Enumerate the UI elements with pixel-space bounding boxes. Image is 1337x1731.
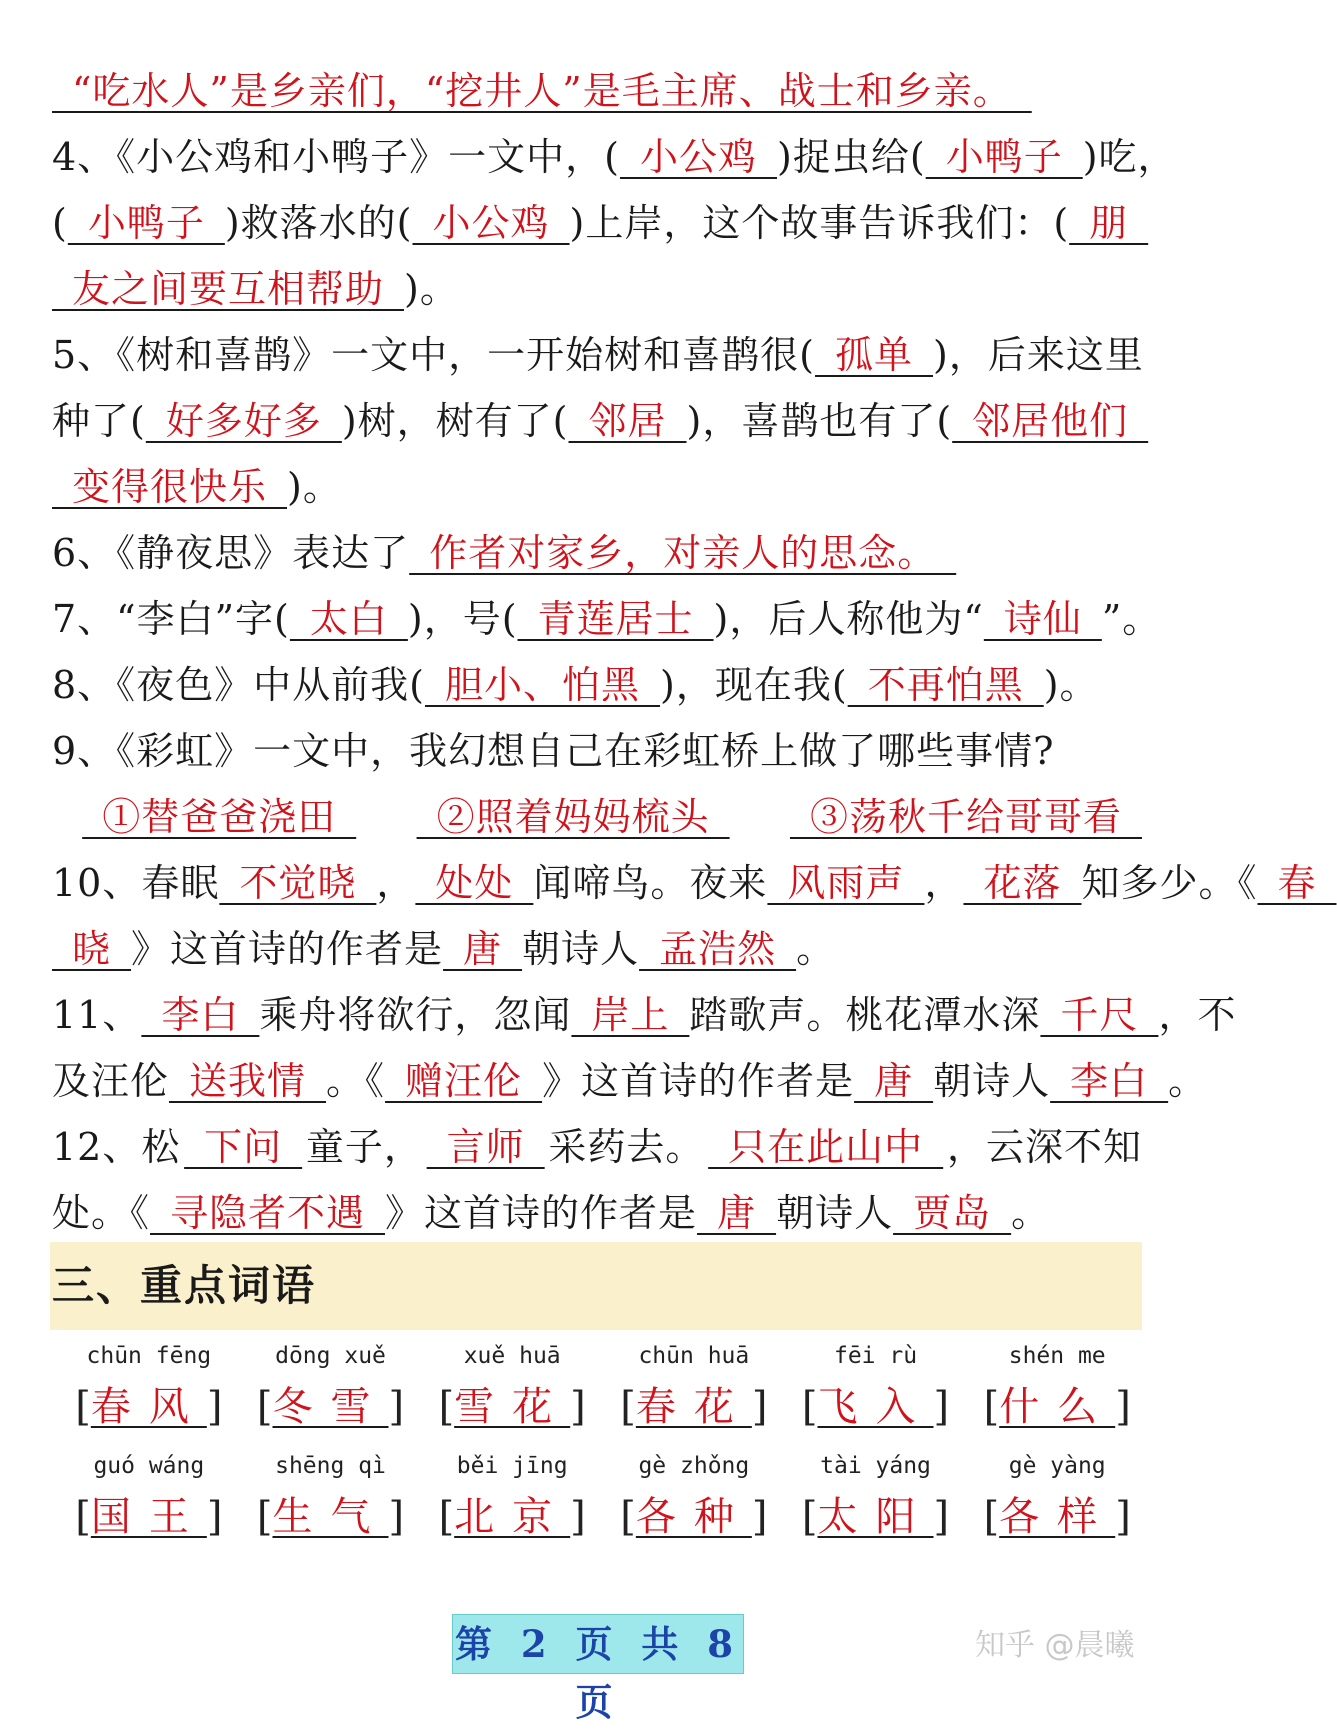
question-text: 11、: [52, 993, 142, 1037]
left-bracket: [: [256, 1384, 273, 1430]
question-text: ，云深不知: [946, 1125, 1142, 1169]
answer: 赠汪伦: [385, 1059, 543, 1103]
section-title: 三、重点词语: [50, 1242, 1142, 1330]
answer: 小鸭子: [67, 201, 225, 245]
vocab-row: [58, 1445, 1148, 1555]
pinyin: fēi rù: [833, 1343, 918, 1369]
line-7: [52, 520, 1142, 586]
line-16: [52, 1114, 1142, 1180]
answer: 送我情: [169, 1059, 327, 1103]
answer: ②照着妈妈梳头: [416, 795, 730, 839]
answer: 言师: [426, 1125, 545, 1169]
answer: 青莲居士: [517, 597, 714, 641]
left-bracket: [: [75, 1494, 91, 1540]
answer: ③荡秋千给哥哥看: [789, 795, 1142, 839]
right-bracket: ]: [751, 1494, 768, 1540]
word-text: 太阳: [817, 1494, 934, 1540]
vocab-word: [58, 1377, 240, 1437]
answer: 不觉晓: [219, 861, 377, 905]
question-text: ”。: [1101, 597, 1162, 641]
question-text: )吃，: [1082, 135, 1177, 179]
pinyin: tài yáng: [820, 1453, 931, 1479]
question-text: )。: [1043, 663, 1099, 707]
pinyin: chūn fēng: [86, 1343, 212, 1369]
question-text: )。: [287, 465, 342, 509]
vocab-cell: [966, 1445, 1148, 1555]
line-13: [52, 916, 1142, 982]
line-1: [52, 124, 1177, 190]
pinyin: chūn huā: [638, 1343, 750, 1369]
question-text: 童子，: [305, 1125, 423, 1169]
question-text: 朝诗人: [776, 1191, 894, 1235]
line-10: [52, 718, 1142, 784]
line-11: [52, 784, 1142, 850]
vocab-cell: [421, 1335, 603, 1445]
question-text: 闻啼鸟。夜来: [533, 861, 768, 905]
answer: 邻居: [568, 399, 687, 443]
vocab-word: [603, 1377, 785, 1437]
answer: 唐: [443, 927, 523, 971]
answer: “吃水人”是乡亲们，“挖井人”是毛主席、战士和乡亲。: [52, 69, 1032, 113]
question-text: ，: [376, 861, 416, 905]
line-0: [52, 58, 1142, 124]
vocab-cell: [966, 1335, 1148, 1445]
question-text: 9、《彩虹》一文中，我幻想自己在彩虹桥上做了哪些事情?: [52, 729, 1055, 773]
right-bracket: ]: [570, 1384, 586, 1430]
vocab-cell: [421, 1445, 603, 1555]
word-text: 各样: [999, 1494, 1116, 1540]
pinyin: xuě huā: [463, 1343, 561, 1369]
answer: 小公鸡: [620, 135, 778, 179]
line-9: [52, 652, 1142, 718]
question-text: 》这首诗的作者是: [542, 1059, 855, 1103]
page-number: 第 2 页 共 8 页: [452, 1614, 744, 1674]
answer: 风雨声: [767, 861, 925, 905]
question-text: 踏歌声。桃花潭水深: [689, 993, 1041, 1037]
vocab-word: [785, 1377, 967, 1437]
right-bracket: ]: [1115, 1384, 1131, 1430]
left-bracket: [: [256, 1494, 273, 1540]
vocab-cell: [785, 1445, 967, 1555]
question-text: 4、《小公鸡和小鸭子》一文中，(: [52, 135, 621, 179]
question-text: )。: [404, 267, 459, 311]
question-text: )，号(: [407, 597, 518, 641]
exercise-lines: [52, 124, 1337, 1246]
question-text: 。: [1011, 1191, 1051, 1235]
line-17: [52, 1180, 1142, 1246]
answer: 作者对家乡，对亲人的思念。: [409, 531, 957, 575]
right-bracket: ]: [933, 1494, 950, 1540]
question-text: )，后来这里: [933, 333, 1144, 377]
answer: 下问: [184, 1125, 303, 1169]
answer: 孟浩然: [639, 927, 797, 971]
right-bracket: ]: [388, 1384, 405, 1430]
left-bracket: [: [620, 1384, 636, 1430]
watermark: 知乎 @晨曦: [975, 1628, 1135, 1663]
answer: 太白: [289, 597, 408, 641]
line-3: [52, 256, 1142, 322]
pinyin: dōng xuě: [275, 1343, 386, 1369]
word-text: 国王: [90, 1494, 207, 1540]
question-text: ，不: [1158, 993, 1237, 1037]
answer: 小公鸡: [412, 201, 570, 245]
question-text: 7、“李白”字(: [52, 597, 290, 641]
word-text: 什么: [999, 1384, 1116, 1430]
left-bracket: [: [438, 1494, 455, 1540]
answer: 唐: [697, 1191, 777, 1235]
question-text: ，: [924, 861, 964, 905]
vocab-cell: [240, 1335, 422, 1445]
answer: 只在此山中: [708, 1125, 944, 1169]
answer: 花落: [963, 861, 1082, 905]
question-text: )上岸，这个故事告诉我们：(: [569, 201, 1070, 245]
question-text: )捉虫给(: [777, 135, 926, 179]
vocab-grid: [58, 1335, 1148, 1555]
question-text: )，后人称他为“: [713, 597, 984, 641]
line-6: [52, 454, 1142, 520]
answer: 李白: [141, 993, 260, 1037]
answer: 贾岛: [893, 1191, 1012, 1235]
answer: 唐: [854, 1059, 934, 1103]
question-text: 》这首诗的作者是: [131, 927, 444, 971]
question-text: 乘舟将欲行，忽闻: [259, 993, 572, 1037]
vocab-word: [966, 1487, 1148, 1547]
vocab-row: [58, 1335, 1148, 1445]
answer: 春: [1257, 861, 1337, 905]
answer: 变得很快乐: [52, 465, 288, 509]
answer: 小鸭子: [925, 135, 1083, 179]
question-text: )树，树有了(: [341, 399, 569, 443]
right-bracket: ]: [1115, 1494, 1131, 1540]
pinyin: shén me: [1008, 1343, 1106, 1369]
vocab-cell: [603, 1335, 785, 1445]
vocab-word: [240, 1377, 422, 1437]
answer: 好多好多: [145, 399, 342, 443]
answer: 邻居他们: [952, 399, 1149, 443]
pinyin: gè yàng: [1008, 1453, 1106, 1479]
line-14: [52, 982, 1237, 1048]
question-text: 5、《树和喜鹊》一文中，一开始树和喜鹊很(: [52, 333, 816, 377]
word-text: 生气: [272, 1494, 389, 1540]
question-text: )救落水的(: [224, 201, 413, 245]
pinyin: gè zhǒng: [638, 1453, 750, 1479]
vocab-cell: [240, 1445, 422, 1555]
answer: 孤单: [815, 333, 934, 377]
question-text: (: [52, 201, 68, 245]
answer: 李白: [1050, 1059, 1169, 1103]
question-text: 知多少。《: [1081, 861, 1258, 905]
question-text: 种了(: [52, 399, 146, 443]
right-bracket: ]: [206, 1494, 223, 1540]
question-text: 采药去。: [548, 1125, 705, 1169]
left-bracket: [: [75, 1384, 91, 1430]
exercise-content: [52, 58, 1337, 1246]
answer: 千尺: [1040, 993, 1159, 1037]
vocab-word: [421, 1487, 603, 1547]
line-12: [52, 850, 1337, 916]
left-bracket: [: [438, 1384, 455, 1430]
vocab-word: [58, 1487, 240, 1547]
word-text: 雪花: [454, 1384, 571, 1430]
question-text: 朝诗人: [933, 1059, 1051, 1103]
left-bracket: [: [983, 1384, 1000, 1430]
line-2: [52, 190, 1149, 256]
question-text: 。《: [326, 1059, 386, 1103]
pinyin: běi jīng: [456, 1453, 568, 1479]
right-bracket: ]: [388, 1494, 405, 1540]
answer: 诗仙: [983, 597, 1102, 641]
left-bracket: [: [801, 1494, 818, 1540]
answer: 处处: [415, 861, 534, 905]
vocab-word: [785, 1487, 967, 1547]
question-text: 》这首诗的作者是: [385, 1191, 698, 1235]
word-text: 冬雪: [272, 1384, 389, 1430]
left-bracket: [: [983, 1494, 1000, 1540]
answer: 不再怕黑: [847, 663, 1044, 707]
right-bracket: ]: [933, 1384, 950, 1430]
left-bracket: [: [801, 1384, 818, 1430]
question-text: 6、《静夜思》表达了: [52, 531, 410, 575]
question-text: 12、松: [52, 1125, 181, 1169]
question-text: )，现在我(: [660, 663, 848, 707]
left-bracket: [: [620, 1494, 636, 1540]
question-text: 。: [1168, 1059, 1208, 1103]
answer: 岸上: [571, 993, 690, 1037]
line-5: [52, 388, 1149, 454]
word-text: 北京: [454, 1494, 571, 1540]
vocab-word: [240, 1487, 422, 1547]
line-15: [52, 1048, 1208, 1114]
vocab-cell: [58, 1335, 240, 1445]
answer: 晓: [52, 927, 132, 971]
question-text: 朝诗人: [522, 927, 640, 971]
vocab-cell: [58, 1445, 240, 1555]
word-text: 各种: [635, 1494, 752, 1540]
word-text: 春风: [90, 1384, 207, 1430]
question-text: )，喜鹊也有了(: [686, 399, 953, 443]
vocab-word: [966, 1377, 1148, 1437]
vocab-cell: [785, 1335, 967, 1445]
line-4: [52, 322, 1142, 388]
question-text: 处。《: [52, 1191, 151, 1235]
word-text: 春花: [635, 1384, 752, 1430]
answer: 胆小、怕黑: [425, 663, 661, 707]
question-text: 及汪伦: [52, 1059, 170, 1103]
vocab-word: [421, 1377, 603, 1437]
vocab-cell: [603, 1445, 785, 1555]
answer: ①替爸爸浇田: [82, 795, 357, 839]
right-bracket: ]: [206, 1384, 223, 1430]
right-bracket: ]: [570, 1494, 586, 1540]
question-text: 10、春眠: [52, 861, 220, 905]
vocab-word: [603, 1487, 785, 1547]
line-8: [52, 586, 1162, 652]
question-text: 。: [796, 927, 836, 971]
answer: 寻隐者不遇: [150, 1191, 386, 1235]
word-text: 飞入: [817, 1384, 934, 1430]
right-bracket: ]: [751, 1384, 768, 1430]
pinyin: shēng qì: [275, 1453, 386, 1479]
question-text: 8、《夜色》中从前我(: [52, 663, 426, 707]
answer: 友之间要互相帮助: [52, 267, 405, 311]
pinyin: guó wáng: [93, 1453, 205, 1479]
answer: 朋: [1069, 201, 1149, 245]
